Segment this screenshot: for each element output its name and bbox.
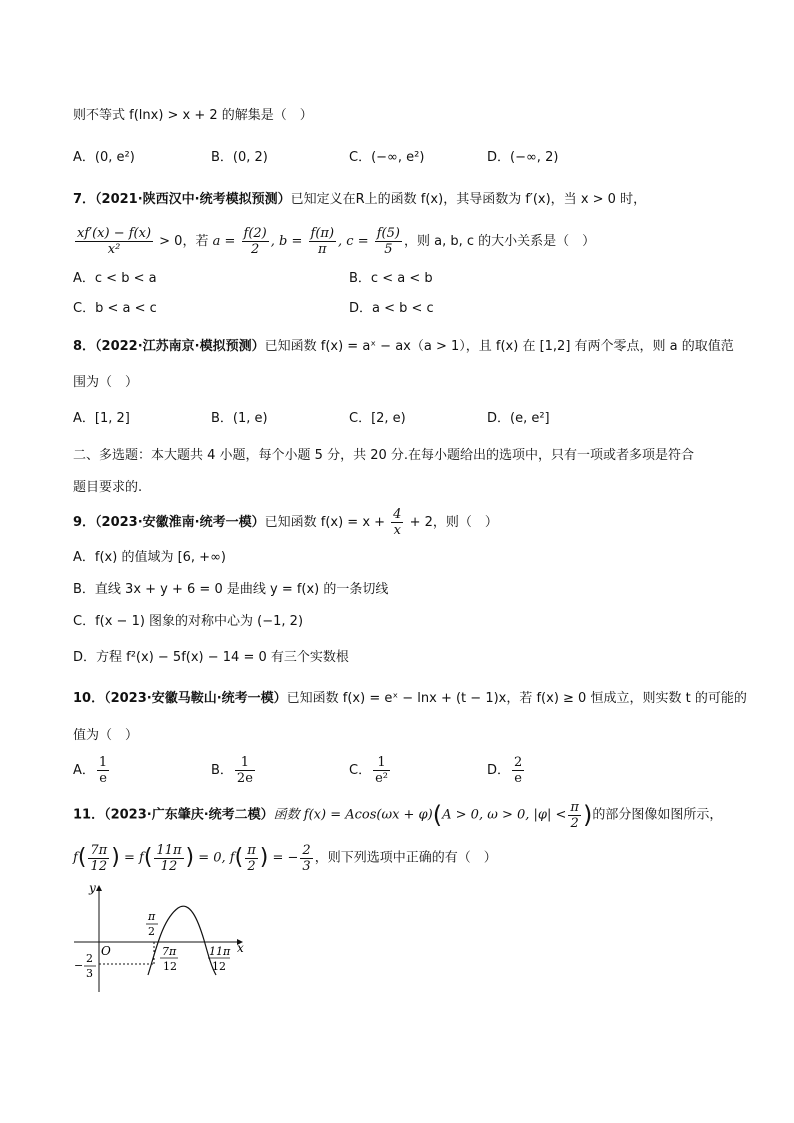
q11-l2-c: = 0, f — [198, 850, 235, 866]
q10-b-num: 1 — [235, 755, 255, 771]
q11-l2-d: = − — [272, 850, 299, 866]
q9-stem-a: 已知函数 f(x) = x + — [264, 515, 386, 530]
q11-f1-num: 7π — [90, 842, 108, 858]
q9-stem-b: + 2，则（ ） — [409, 515, 498, 530]
q7-option-d: D．a < b < c — [349, 301, 434, 316]
q11-f2-fraction — [154, 843, 183, 874]
q7-condition-fraction — [75, 226, 153, 257]
q7-c-num: f(5) — [376, 226, 400, 241]
y-axis-label: y — [89, 881, 96, 895]
neg-sign: − — [74, 959, 84, 972]
q8-stem-line1 — [73, 338, 734, 356]
q9-fraction — [391, 507, 403, 538]
cosine-curve — [148, 906, 216, 975]
q7-cond-den: x² — [107, 242, 121, 257]
q10-stem-line1 — [73, 690, 747, 708]
q8-stem-text: 已知函数 f(x) = aˣ − ax（a > 1），且 f(x) 在 [1,2] 有两个零点，则 a 的取值范 — [264, 339, 734, 354]
q7-a-fraction — [242, 226, 269, 257]
q10-b-den: 2e — [236, 771, 253, 786]
q11-l2-a: f — [73, 850, 78, 866]
q8-option-a: A．[1, 2] — [73, 411, 130, 426]
q10-option-c — [349, 755, 392, 786]
q6-option-d: D．(−∞, 2) — [487, 150, 559, 165]
q9-source: 9．（2023·安徽淮南·统考一模） — [73, 515, 265, 530]
cosine-graph — [70, 880, 255, 995]
q8-option-d: D．(e, e²] — [487, 411, 550, 426]
q10-option-a-label: A． — [73, 763, 95, 778]
q7-stem-line1 — [73, 191, 646, 209]
x-axis-label: x — [237, 941, 244, 955]
q10-option-d-label: D． — [487, 763, 511, 778]
q11-source: 11．（2023·广东肇庆·统考二模） — [73, 807, 274, 823]
t2-den: 12 — [212, 960, 226, 973]
q7-c-den: 5 — [384, 242, 393, 257]
q10-d-num: 2 — [514, 755, 523, 770]
q10-a-num: 1 — [98, 755, 108, 770]
q9-option-c: C．f(x − 1) 图象的对称中心为 (−1, 2) — [73, 614, 304, 629]
q11-f3-num: π — [247, 842, 256, 858]
q10-option-a-fraction — [97, 755, 109, 786]
q7-cond-rest: > 0，若 — [159, 234, 209, 249]
q9-option-d: D．方程 f²(x) − 5f(x) − 14 = 0 有三个实数根 — [73, 650, 349, 665]
q10-source: 10．（2023·安徽马鞍山·统考一模） — [73, 691, 287, 706]
q10-option-b-label: B． — [211, 763, 233, 778]
q11-f2-num: 11π — [156, 842, 182, 858]
q11-f2-den: 12 — [160, 858, 178, 874]
q7-cond-num: xf′(x) − f(x) — [77, 226, 152, 241]
q7-option-c: C．b < a < c — [73, 301, 157, 316]
q11-cond: A > 0, ω > 0, |φ| < — [442, 807, 567, 823]
t1-num: 7π — [162, 945, 177, 958]
q6-option-c: C．(−∞, e²) — [349, 150, 425, 165]
q7-stem-line2: $\frac{xf'(x) - f(x)}{\text{x²}}$ > 0，若 a = $\frac{f(2)}{2}$ , b = $\frac{f(\pi)}{\pi}$ , c = $\frac{f(5)}{5}$ ，则 a, b, c 的大小关系是（ ） — [77, 226, 596, 257]
q11-cond-fraction — [568, 800, 581, 831]
q8-option-b: B．(1, e) — [211, 411, 268, 426]
q7-tail: ，则 a, b, c 的大小关系是（ ） — [403, 234, 596, 249]
q11-f4-num: 2 — [302, 842, 311, 858]
q11-stem-a: 函数 f(x) = Acos(ωx + φ) — [273, 807, 433, 823]
q7-option-b: B．c < a < b — [349, 271, 433, 286]
q10-c-num: 1 — [373, 755, 390, 771]
section2-heading-line1: 二、多选题：本大题共 4 小题，每个小题 5 分，共 20 分.在每小题给出的选项中，只有一项或者多项是符合 — [73, 448, 695, 463]
q11-f4-fraction — [300, 843, 312, 874]
q10-option-b-fraction — [235, 755, 255, 786]
t1-den: 12 — [163, 960, 177, 973]
q11-f1-fraction — [88, 843, 109, 874]
q10-d-den: e — [514, 771, 522, 786]
q9-stem — [73, 505, 498, 541]
q7-source: 7．（2021·陕西汉中·统考模拟预测） — [73, 192, 291, 207]
q7-stem-text: 已知定义在R上的函数 f(x)，其导函数为 f′(x)，当 x > 0 时， — [290, 192, 647, 207]
q11-cond-den: 2 — [570, 815, 579, 831]
q10-stem-text: 已知函数 f(x) = eˣ − lnx + (t − 1)x，若 f(x) ≥ 0 恒成立，则实数 t 的可能的 — [286, 691, 747, 706]
q11-f3-fraction — [245, 843, 258, 874]
q11-l2-b: = f — [123, 850, 144, 866]
q10-stem-line2: 值为（ ） — [73, 728, 139, 743]
q7-b-den: π — [317, 242, 327, 257]
q11-f1-den: 12 — [90, 858, 108, 874]
q9-frac-num: 4 — [393, 507, 402, 522]
q7-a-eq: a = — [212, 234, 236, 249]
q8-source: 8．（2022·江苏南京·模拟预测） — [73, 339, 265, 354]
m-den: 3 — [86, 967, 93, 980]
q8-stem-line2: 围为（ ） — [73, 375, 139, 390]
q7-b-fraction — [309, 226, 337, 257]
q6-stem: 则不等式 f(lnx) > x + 2 的解集是（ ） — [73, 108, 313, 123]
q11-f3-den: 2 — [247, 858, 256, 874]
q6-option-b: B．(0, 2) — [211, 150, 268, 165]
q10-option-a — [73, 755, 111, 786]
q7-c-fraction — [375, 226, 402, 257]
q7-a-num: f(2) — [243, 226, 267, 241]
q10-option-c-fraction — [373, 755, 390, 786]
origin-label: O — [101, 944, 111, 958]
q11-f4-den: 3 — [302, 858, 311, 874]
t2-num: 11π — [209, 945, 231, 958]
q10-option-b — [211, 755, 257, 786]
q11-cond-num: π — [570, 799, 579, 815]
q10-option-d — [487, 755, 526, 786]
pi2-num: π — [148, 910, 156, 923]
q10-option-c-label: C． — [349, 763, 372, 778]
section2-heading-line2: 题目要求的. — [73, 480, 143, 495]
q9-frac-den: x — [393, 523, 401, 538]
pi2-den: 2 — [148, 925, 155, 938]
q7-a-den: 2 — [250, 242, 260, 257]
q9-option-b: B．直线 3x + y + 6 = 0 是曲线 y = f(x) 的一条切线 — [73, 582, 389, 597]
q9-option-a: A．f(x) 的值域为 [6, +∞) — [73, 550, 226, 565]
q7-b-num: f(π) — [310, 226, 335, 241]
q7-option-a: A．c < b < a — [73, 271, 157, 286]
q10-option-d-fraction — [512, 755, 524, 786]
q8-option-c: C．[2, e) — [349, 411, 406, 426]
q11-stem-line1: 11．（2023·广东肇庆·统考二模）函数 f(x) = Acos(ωx + φ)(A > 0, ω > 0, |φ| < $\frac{\pi}{2}$ )的部分图像如图所示， — [73, 799, 723, 831]
q11-stem-b: 的部分图像如图所示， — [592, 807, 723, 823]
q6-option-a: A．(0, e²) — [73, 150, 135, 165]
q10-a-den: e — [99, 771, 107, 786]
q10-c-den: e² — [375, 771, 388, 786]
q11-stem-line2: f( $\frac{7\pi}{12}$ ) = f( $\frac{11\pi}{12}$ ) = 0, f( $\frac{\pi}{2}$ ) = − $\frac{2}{3}$ ，则下列选项中正确的有（ ） — [73, 842, 497, 874]
q11-l2-e: ，则下列选项中正确的有（ ） — [314, 850, 497, 866]
m-num: 2 — [86, 952, 93, 965]
